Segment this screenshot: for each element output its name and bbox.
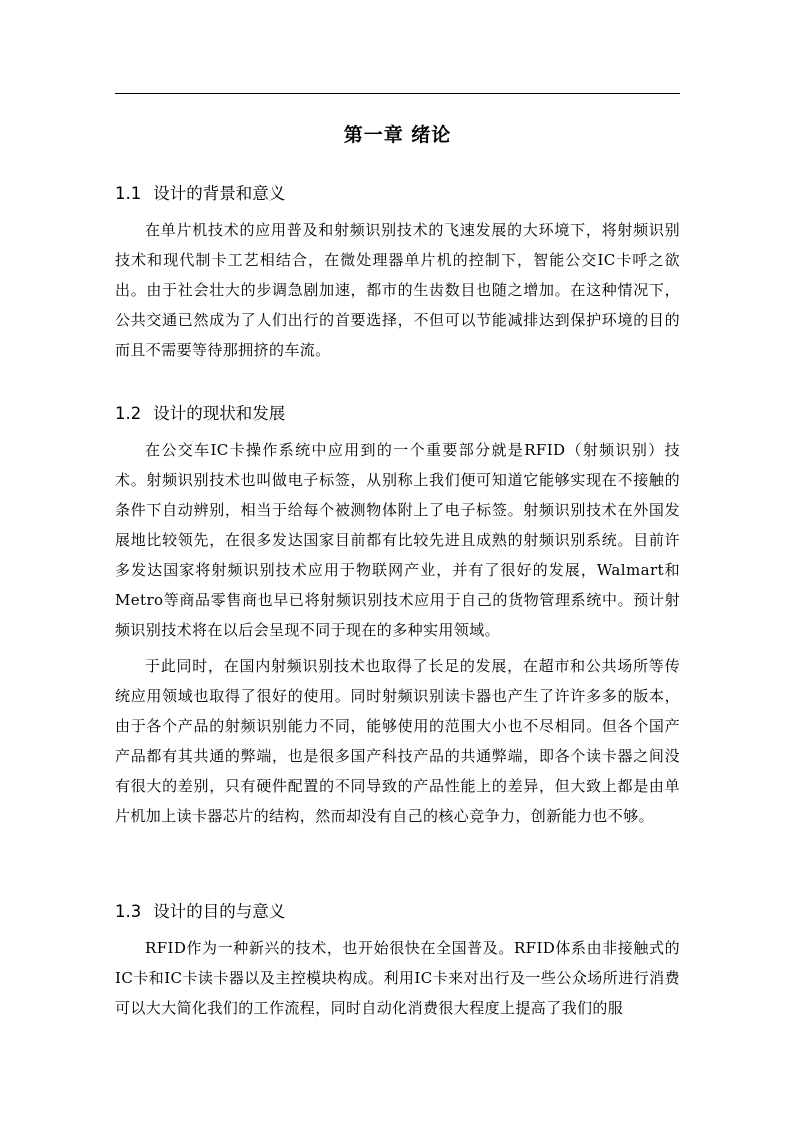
section-title: 设计的现状和发展 <box>153 404 286 423</box>
paragraph: 于此同时，在国内射频识别技术也取得了长足的发展，在超市和公共场所等传统应用领域也取得了很好的使用。同时射频识别读卡器也产生了许许多多的版本，由于各个产品的射频识别能力不同，能够使用的范围大小也不尽相同。但各个国产产品都有其共通的弊端，也是很多国产科技产品的共通弊端，即各个读卡器之间没有很大的差别，只有硬件配置的不同导致的产品性能上的差异，但大致上都是由单片机加上读卡器芯片的结构，然而却没有自己的核心竞争力，创新能力也不够。 <box>115 657 680 825</box>
section-number: 1.2 <box>115 404 142 423</box>
paragraph: 在单片机技术的应用普及和射频识别技术的飞速发展的大环境下，将射频识别技术和现代制卡工艺相结合，在微处理器单片机的控制下，智能公交IC卡呼之欲出。由于社会壮大的步调急剧加速，都市的生齿数目也随之增加。在这种情况下，公共交通已然成为了人们出行的首要选择，不但可以节能减排达到保护环境的目的而且不需要等待那拥挤的车流。 <box>115 221 680 359</box>
header-rule <box>115 93 680 94</box>
section-number: 1.3 <box>115 902 142 921</box>
section-heading-1-1 <box>115 180 680 204</box>
paragraph: 在公交车IC卡操作系统中应用到的一个重要部分就是RFID（射频识别）技术。射频识别技术也叫做电子标签，从别称上我们便可知道它能够实现在不接触的条件下自动辨别，相当于给每个被测物体附上了电子标签。射频识别技术在外国发展地比较领先，在很多发达国家目前都有比较先进且成熟的射频识别系统。目前许多发达国家将射频识别技术应用于物联网产业，并有了很好的发展，Walmart和Metro等商品零售商也早已将射频识别技术应用于自己的货物管理系统中。预计射频识别技术将在以后会呈现不同于现在的多种实用领域。 <box>115 441 680 639</box>
section-heading-1-3 <box>115 898 680 922</box>
section-title: 设计的目的与意义 <box>153 902 286 921</box>
paragraph: RFID作为一种新兴的技术，也开始很快在全国普及。RFID体系由非接触式的IC卡和IC卡读卡器以及主控模块构成。利用IC卡来对出行及一些公众场所进行消费可以大大简化我们的工作流程，同时自动化消费很大程度上提高了我们的服 <box>115 939 680 1017</box>
section-heading-1-2 <box>115 400 680 424</box>
section-number: 1.1 <box>115 184 142 203</box>
chapter-title: 第一章 绪论 <box>343 124 452 146</box>
section-title: 设计的背景和意义 <box>153 184 286 203</box>
